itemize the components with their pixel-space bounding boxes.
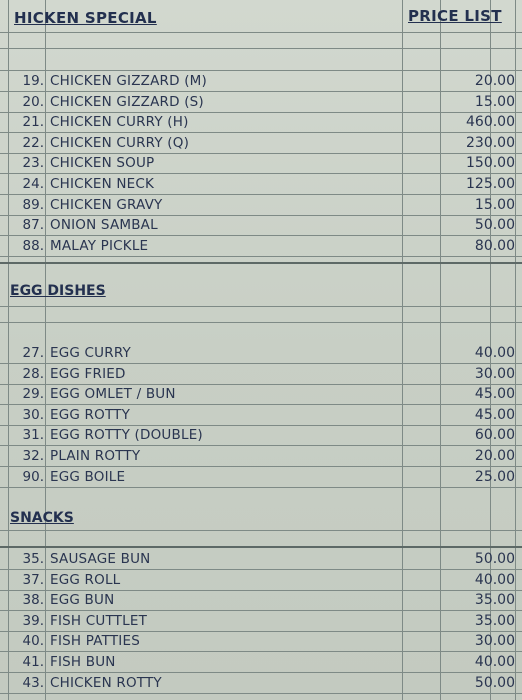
item-price: 50.00 [474,551,515,567]
item-number: 27. [22,345,44,361]
item-price: 50.00 [474,217,515,234]
ruling-line [0,306,522,307]
item-name: EGG FRIED [50,365,126,382]
menu-item-row [0,236,522,257]
menu-item-row [0,174,522,195]
menu-item-row [0,611,522,632]
item-price: 15.00 [474,93,515,110]
item-number: 88. [22,237,44,254]
item-number: 89. [22,196,44,213]
menu-item-row [0,405,522,426]
item-name: FISH PATTIES [50,633,140,650]
item-name: EGG ROTTY [50,406,131,423]
item-number: 90. [22,468,44,485]
item-price: 230.00 [466,134,515,151]
item-price: 35.00 [474,592,515,609]
item-number: 87. [22,217,44,234]
menu-item-row [0,215,522,236]
item-price: 15.00 [474,196,515,213]
item-name: ONION SAMBAL [50,217,158,234]
menu-item-row [0,590,522,611]
item-price: 45.00 [474,386,515,403]
item-number: 21. [22,114,44,131]
menu-item-row [0,446,522,467]
item-price: 45.00 [474,406,515,423]
menu-item-row [0,92,522,113]
item-name: CHICKEN SOUP [50,155,155,172]
item-number: 22. [22,134,44,151]
item-price: 35.00 [474,612,515,629]
section-title-egg-dishes: EGG DISHES [10,283,106,299]
item-price: 125.00 [466,176,515,192]
ruling-line [0,48,522,49]
item-price: 25.00 [474,468,515,485]
item-number: 20. [22,93,44,110]
item-price: 150.00 [466,155,515,172]
menu-item-row [0,631,522,652]
item-price: 460.00 [466,114,515,131]
item-price: 50.00 [474,674,515,691]
item-name: EGG BOILE [50,468,126,485]
menu-item-row [0,112,522,133]
item-name: SAUSAGE BUN [50,551,151,567]
item-number: 43. [22,674,44,691]
item-price: 40.00 [474,571,515,588]
item-name: FISH CUTTLET [50,612,148,629]
item-name: CHICKEN GIZZARD (M) [50,73,207,89]
item-name: EGG OMLET / BUN [50,386,176,403]
price-list-title: PRICE LIST [408,7,502,25]
ruling-line [0,546,522,548]
item-name: CHICKEN GIZZARD (S) [50,93,204,110]
item-price: 30.00 [474,365,515,382]
item-number: 35. [22,551,44,567]
item-number: 37. [22,571,44,588]
item-price: 60.00 [474,427,515,444]
ruling-line [0,32,522,33]
item-number: 30. [22,406,44,423]
menu-item-row [0,467,522,488]
ruling-line [0,262,522,264]
item-name: PLAIN ROTTY [50,448,141,464]
ruling-line [0,322,522,323]
menu-item-row [0,364,522,385]
item-number: 23. [22,155,44,172]
item-number: 31. [22,427,44,444]
item-price: 20.00 [474,73,515,89]
item-name: FISH BUN [50,654,116,670]
menu-item-row [0,425,522,446]
menu-item-row [0,343,522,364]
item-name: CHICKEN CURRY (Q) [50,134,190,151]
menu-item-row [0,195,522,216]
item-price: 40.00 [474,345,515,361]
menu-item-row [0,570,522,591]
ruling-line [0,530,522,531]
ruling-line [0,487,522,488]
menu-item-row [0,133,522,154]
item-number: 38. [22,592,44,609]
item-price: 80.00 [474,237,515,254]
item-number: 40. [22,633,44,650]
menu-section-title: HICKEN SPECIAL [14,9,157,27]
item-name: CHICKEN CURRY (H) [50,114,189,131]
item-name: EGG ROTTY (DOUBLE) [50,427,203,444]
menu-item-row [0,673,522,694]
item-name: EGG BUN [50,592,115,609]
item-number: 24. [22,176,44,192]
item-name: EGG CURRY [50,345,131,361]
item-number: 19. [22,73,44,89]
item-name: MALAY PICKLE [50,237,149,254]
menu-item-row [0,71,522,92]
menu-item-row [0,652,522,673]
item-price: 20.00 [474,448,515,464]
item-number: 28. [22,365,44,382]
item-price: 40.00 [474,654,515,670]
item-name: CHICKEN GRAVY [50,196,163,213]
menu-item-row [0,384,522,405]
item-name: EGG ROLL [50,571,121,588]
item-name: CHICKEN NECK [50,176,155,192]
item-number: 41. [22,654,44,670]
section-title-snacks: SNACKS [10,510,74,526]
item-number: 32. [22,448,44,464]
item-name: CHICKEN ROTTY [50,674,162,691]
item-price: 30.00 [474,633,515,650]
item-number: 29. [22,386,44,403]
item-number: 39. [22,612,44,629]
menu-item-row [0,153,522,174]
menu-item-row [0,549,522,570]
